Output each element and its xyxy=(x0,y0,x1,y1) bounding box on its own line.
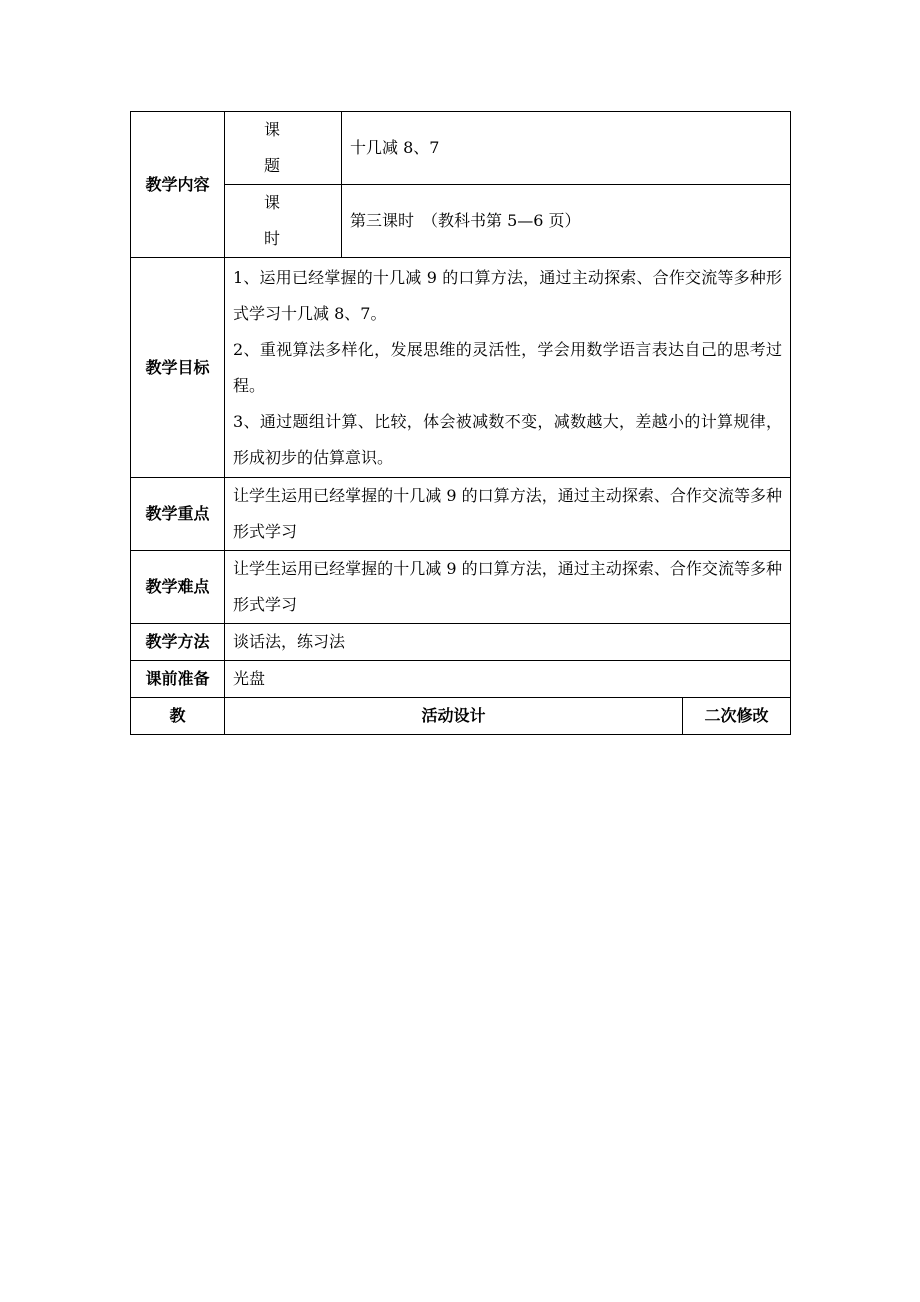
topic-value: 十几减 8、7 xyxy=(342,112,791,185)
key-points-label: 教学重点 xyxy=(131,478,225,551)
period-label: 课 时 xyxy=(225,185,342,258)
topic-label: 课 题 xyxy=(225,112,342,185)
key-points-row xyxy=(131,478,791,551)
period-value: 第三课时 （教科书第 5—6 页） xyxy=(342,185,791,258)
difficulties-text: 让学生运用已经掌握的十几减 9 的口算方法，通过主动探索、合作交流等多种形式学习 xyxy=(225,551,791,624)
methods-label: 教学方法 xyxy=(131,624,225,661)
preparation-text: 光盘 xyxy=(225,661,791,698)
difficulties-label: 教学难点 xyxy=(131,551,225,624)
revision-header: 二次修改 xyxy=(683,698,791,735)
preparation-label: 课前准备 xyxy=(131,661,225,698)
period-row xyxy=(131,185,791,258)
key-points-text: 让学生运用已经掌握的十几减 9 的口算方法，通过主动探索、合作交流等多种形式学习 xyxy=(225,478,791,551)
goals-cell xyxy=(225,258,791,478)
topic-row xyxy=(131,112,791,185)
lesson-plan-table xyxy=(130,111,791,735)
methods-text: 谈话法，练习法 xyxy=(225,624,791,661)
teach-column-header: 教 xyxy=(131,698,225,735)
goal-item: 1、运用已经掌握的十几减 9 的口算方法，通过主动探索、合作交流等多种形式学习十几减 8、7。 xyxy=(233,267,783,323)
goal-item: 3、通过题组计算、比较，体会被减数不变，减数越大，差越小的计算规律，形成初步的估算意识。 xyxy=(233,411,783,467)
methods-row xyxy=(131,624,791,661)
activity-header-row xyxy=(131,698,791,735)
preparation-row xyxy=(131,661,791,698)
activity-design-header: 活动设计 xyxy=(225,698,683,735)
goals-label: 教学目标 xyxy=(131,258,225,478)
content-label: 教学内容 xyxy=(131,112,225,258)
goals-row xyxy=(131,258,791,478)
goal-item: 2、重视算法多样化，发展思维的灵活性，学会用数学语言表达自己的思考过程。 xyxy=(233,339,783,395)
difficulties-row xyxy=(131,551,791,624)
